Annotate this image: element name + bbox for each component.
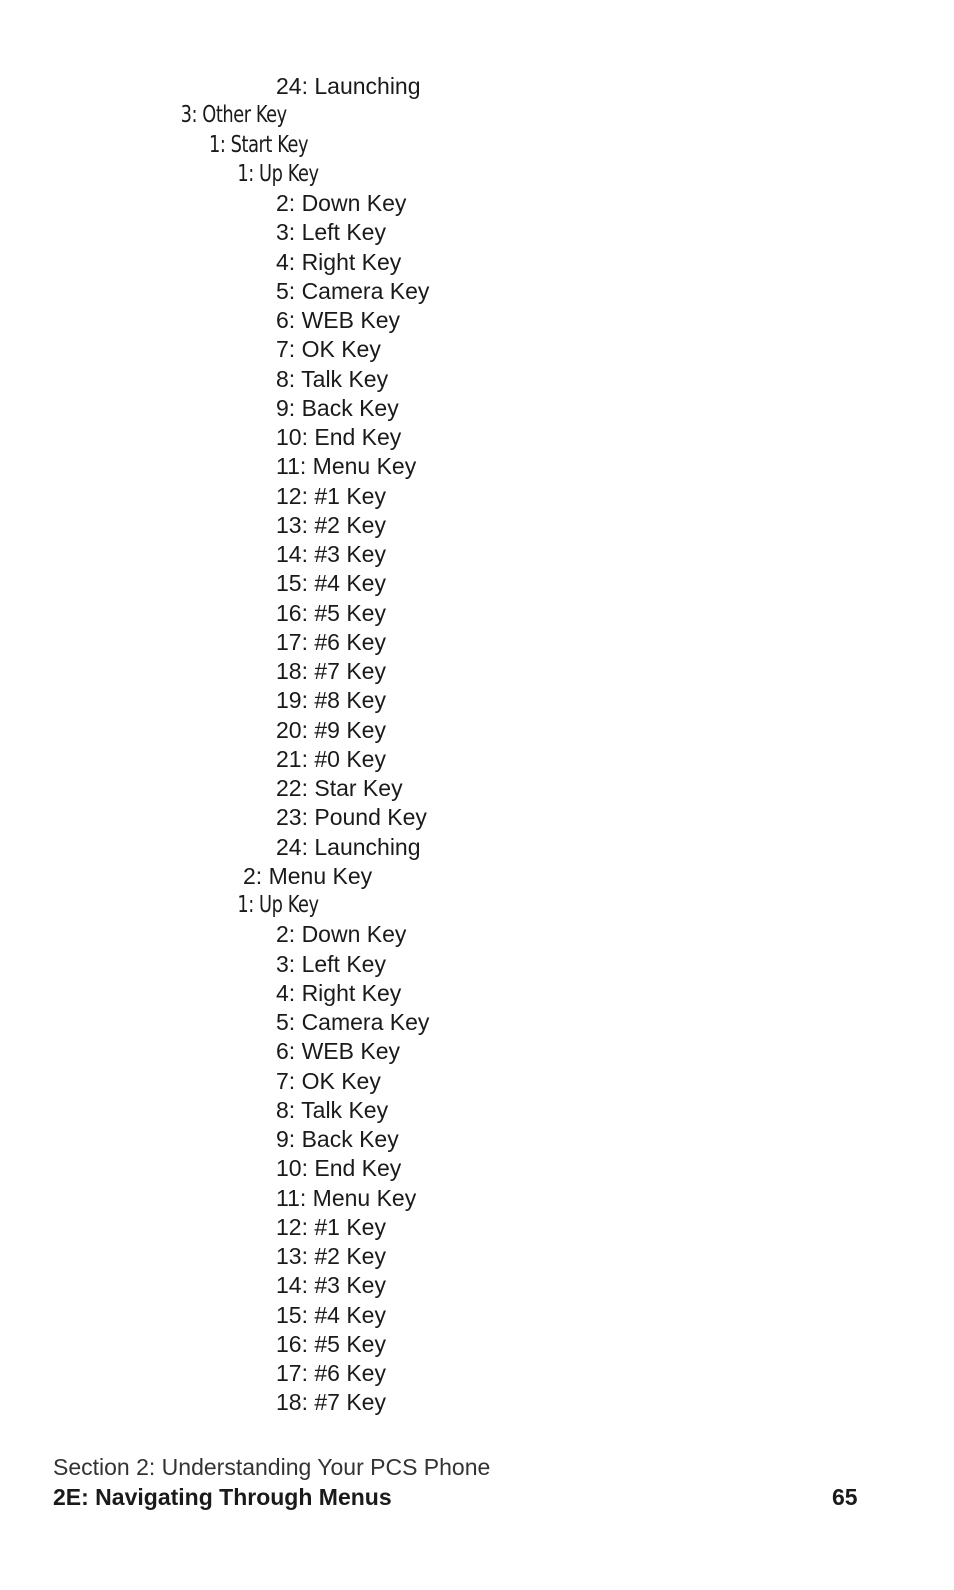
menu-item: 12: #1 Key — [276, 1213, 386, 1240]
menu-item: 2: Down Key — [276, 190, 407, 216]
menu-item: 14: #3 Key — [276, 1272, 386, 1299]
menu-item: 7: OK Key — [276, 336, 381, 363]
menu-item: 17: #6 Key — [276, 628, 386, 655]
menu-item: 13: #2 Key — [276, 511, 386, 538]
menu-item: 18: #7 Key — [276, 658, 386, 684]
page-number: 65 — [832, 1484, 858, 1510]
menu-item: 2: Down Key — [276, 921, 407, 948]
menu-item: 8: Talk Key — [276, 1096, 389, 1123]
menu-item: 3: Left Key — [276, 219, 386, 246]
menu-item: 18: #7 Key — [276, 1389, 386, 1416]
menu-item: 6: WEB Key — [276, 307, 400, 333]
menu-item: 16: #5 Key — [276, 599, 386, 626]
menu-item: 1: Up Key — [237, 892, 319, 918]
menu-item: 23: Pound Key — [276, 804, 427, 831]
menu-item: 10: End Key — [276, 424, 402, 450]
menu-item: 5: Camera Key — [276, 277, 430, 304]
menu-item: 5: Camera Key — [276, 1009, 430, 1035]
menu-item: 14: #3 Key — [276, 541, 386, 567]
menu-item: 2: Menu Key — [243, 862, 373, 889]
menu-item: 4: Right Key — [276, 979, 402, 1006]
menu-item: 13: #2 Key — [276, 1243, 386, 1269]
footer-chapter-title: 2E: Navigating Through Menus — [53, 1484, 392, 1510]
menu-item: 3: Left Key — [276, 950, 386, 977]
menu-item: 8: Talk Key — [276, 365, 389, 392]
menu-item: 4: Right Key — [276, 248, 402, 275]
menu-item: 6: WEB Key — [276, 1038, 400, 1065]
menu-item: 9: Back Key — [276, 394, 399, 421]
menu-item: 3: Other Key — [180, 102, 287, 129]
menu-item: 11: Menu Key — [276, 453, 417, 480]
menu-item: 22: Star Key — [276, 775, 403, 801]
menu-item: 19: #8 Key — [276, 687, 386, 714]
menu-item: 17: #6 Key — [276, 1360, 386, 1386]
menu-item: 16: #5 Key — [276, 1330, 386, 1357]
menu-tree — [0, 72, 429, 1418]
menu-item: 24: Launching — [276, 833, 421, 860]
menu-item: 7: OK Key — [276, 1067, 381, 1094]
menu-item: 24: Launching — [276, 73, 421, 99]
menu-item: 10: End Key — [276, 1155, 402, 1182]
menu-item: 21: #0 Key — [276, 745, 386, 772]
menu-item: 20: #9 Key — [276, 716, 386, 743]
menu-item: 15: #4 Key — [276, 570, 386, 597]
menu-item: 1: Start Key — [208, 131, 309, 158]
menu-item: 9: Back Key — [276, 1126, 399, 1152]
menu-item: 1: Up Key — [237, 160, 319, 187]
menu-item: 12: #1 Key — [276, 482, 386, 509]
menu-item: 11: Menu Key — [276, 1184, 417, 1211]
footer-section-title: Section 2: Understanding Your PCS Phone — [53, 1454, 491, 1480]
menu-item: 15: #4 Key — [276, 1301, 386, 1328]
